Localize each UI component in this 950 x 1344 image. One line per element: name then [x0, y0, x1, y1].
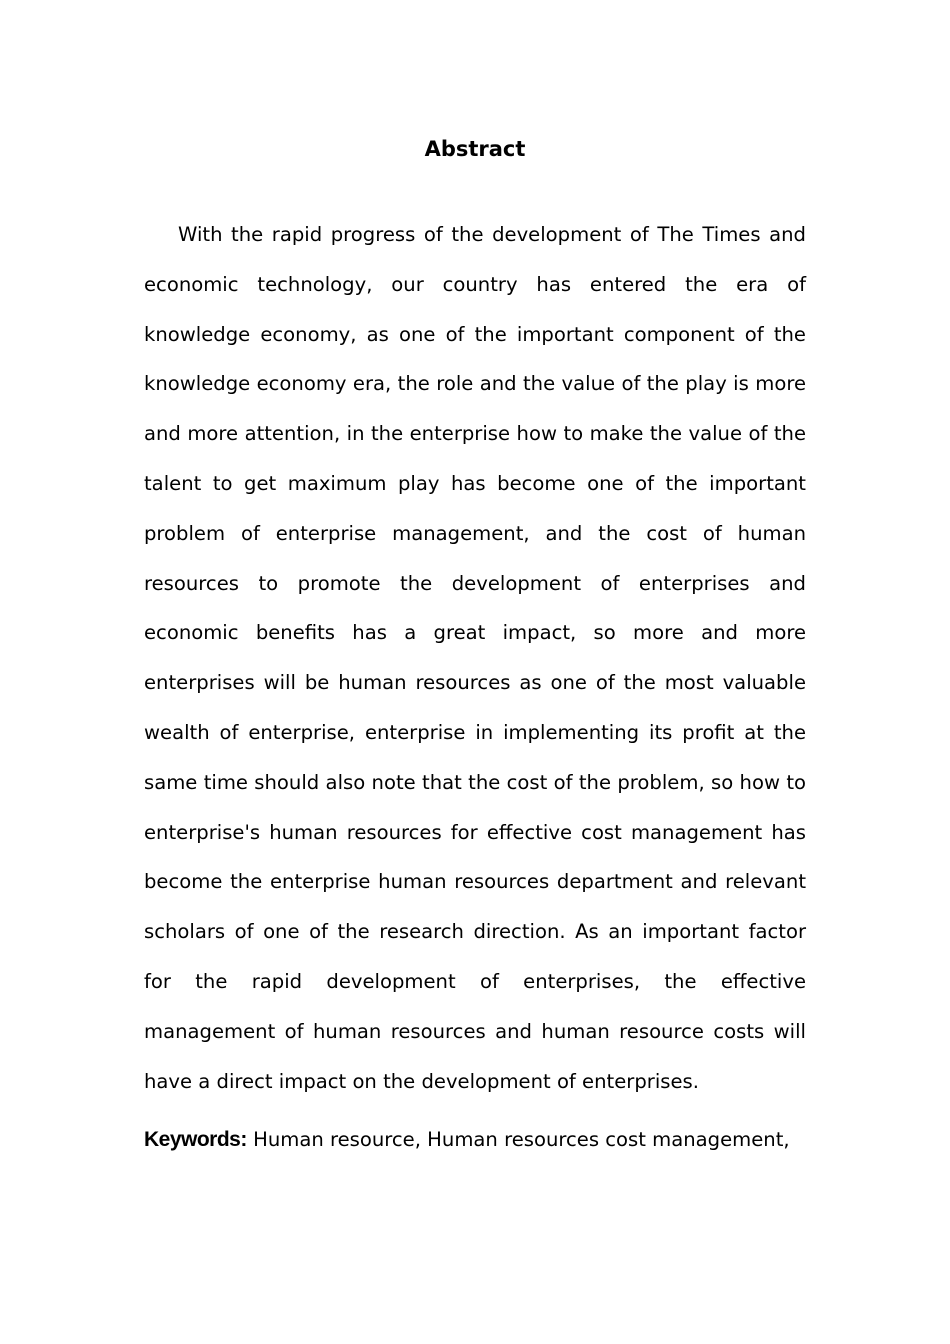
keywords-text: Human resource, Human resources cost management, — [246, 1128, 790, 1151]
page-title: Abstract — [424, 137, 526, 161]
keywords-line — [144, 1122, 806, 1158]
keywords-label: Keywords: — [144, 1128, 247, 1151]
abstract-paragraph: With the rapid progress of the development of The Times and economic technology, our country has entered the era of knowledge economy, as one of the important component of the knowledge economy era, the role and the value of the play is more and more attention, in the enterprise how to make the value of the talent to get maximum play has become one of the important problem of enterprise management, and the cost of human resources to promote the development of enterprises and economic benefits has a great impact, so more and more enterprises will be human resources as one of the most valuable wealth of enterprise, enterprise in implementing its profit at the same time should also note that the cost of the problem, so how to enterprise's human resources for effective cost management has become the enterprise human resources department and relevant scholars of one of the research direction. As an important factor for the rapid development of enterprises, the effective management of human resources and human resource costs will have a direct impact on the development of enterprises. — [144, 223, 806, 1093]
